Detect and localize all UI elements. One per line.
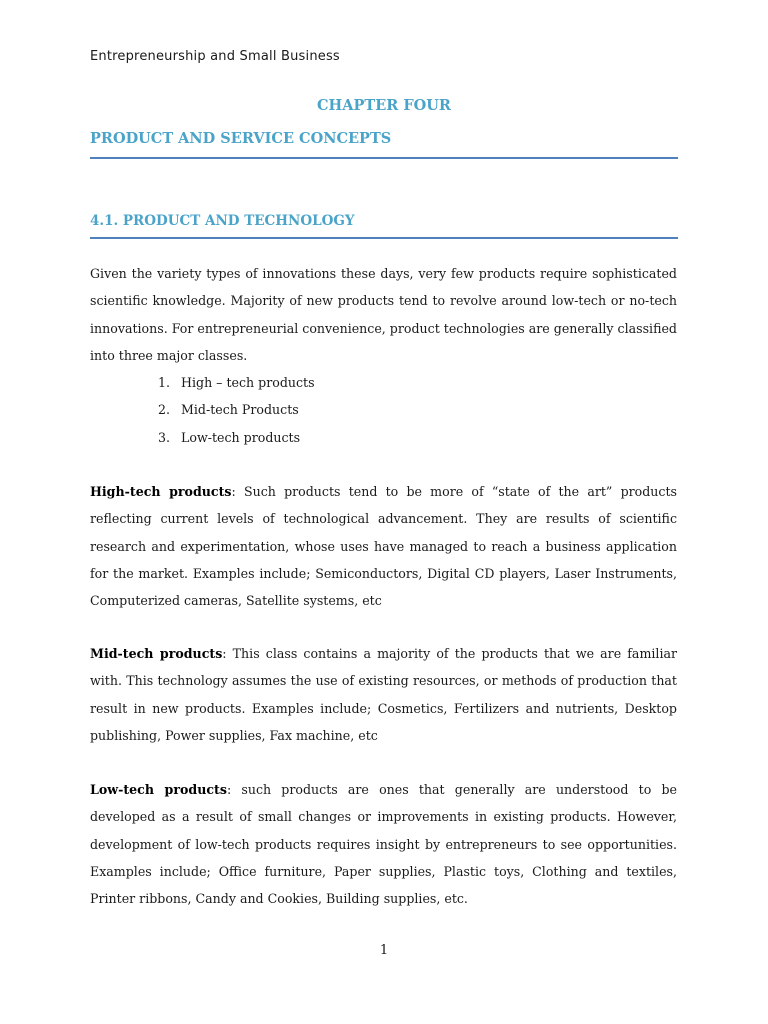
list-item (158, 424, 315, 451)
page-number: 1 (379, 943, 389, 958)
high-tech-paragraph (90, 478, 677, 614)
chapter-number: CHAPTER FOUR (317, 97, 451, 114)
high-tech-term: High-tech products (90, 484, 232, 499)
mid-tech-term: Mid-tech products (90, 646, 223, 661)
list-item-number: 3. (158, 429, 171, 445)
list-item-number: 2. (158, 402, 171, 418)
list-item (158, 396, 315, 423)
chapter-title-rule (90, 157, 678, 159)
list-item-label: Low-tech products (181, 429, 301, 445)
list-item-label: Mid-tech Products (181, 402, 299, 418)
low-tech-text: : such products are ones that generally are understood to be developed as a result of small changes or improvements in existing products. However, development of low-tech products requires insight by entrepreneurs to see opportunities. Examples include; Office furniture, Paper supplies, Plastic toys, Clothing and textiles, Printer ribbons, Candy and Cookies, Building supplies, etc. (90, 782, 677, 907)
list-item-label: High – tech products (181, 375, 315, 390)
list-item (158, 369, 315, 396)
low-tech-paragraph (90, 776, 677, 912)
section-heading-rule (90, 237, 678, 239)
mid-tech-paragraph (90, 640, 677, 749)
low-tech-term: Low-tech products (90, 782, 227, 797)
list-item-number: 1. (158, 375, 171, 390)
high-tech-text: : Such products tend to be more of “state of the art” products reflecting current levels of technological advancement. They are results of scientific research and experimentation, whose uses have managed to reach a business application for the market. Examples include; Semiconductors, Digital CD players, Laser Instruments, Computerized cameras, Satellite systems, etc (90, 484, 677, 609)
running-header: Entrepreneurship and Small Business (90, 49, 340, 64)
technology-classes-list (158, 369, 315, 451)
intro-paragraph: Given the variety types of innovations these days, very few products require sophisticated scientific knowledge. Majority of new products tend to revolve around low-tech or no-tech innovations. For entrepreneurial convenience, product technologies are generally classified into three major classes. (90, 266, 677, 363)
mid-tech-text: : This class contains a majority of the products that we are familiar with. This technology assumes the use of existing resources, or methods of production that result in new products. Examples include; Cosmetics, Fertilizers and nutrients, Desktop publishing, Power supplies, Fax machine, etc (90, 646, 677, 743)
section-heading: 4.1. PRODUCT AND TECHNOLOGY (90, 213, 355, 229)
chapter-title: PRODUCT AND SERVICE CONCEPTS (90, 130, 392, 147)
